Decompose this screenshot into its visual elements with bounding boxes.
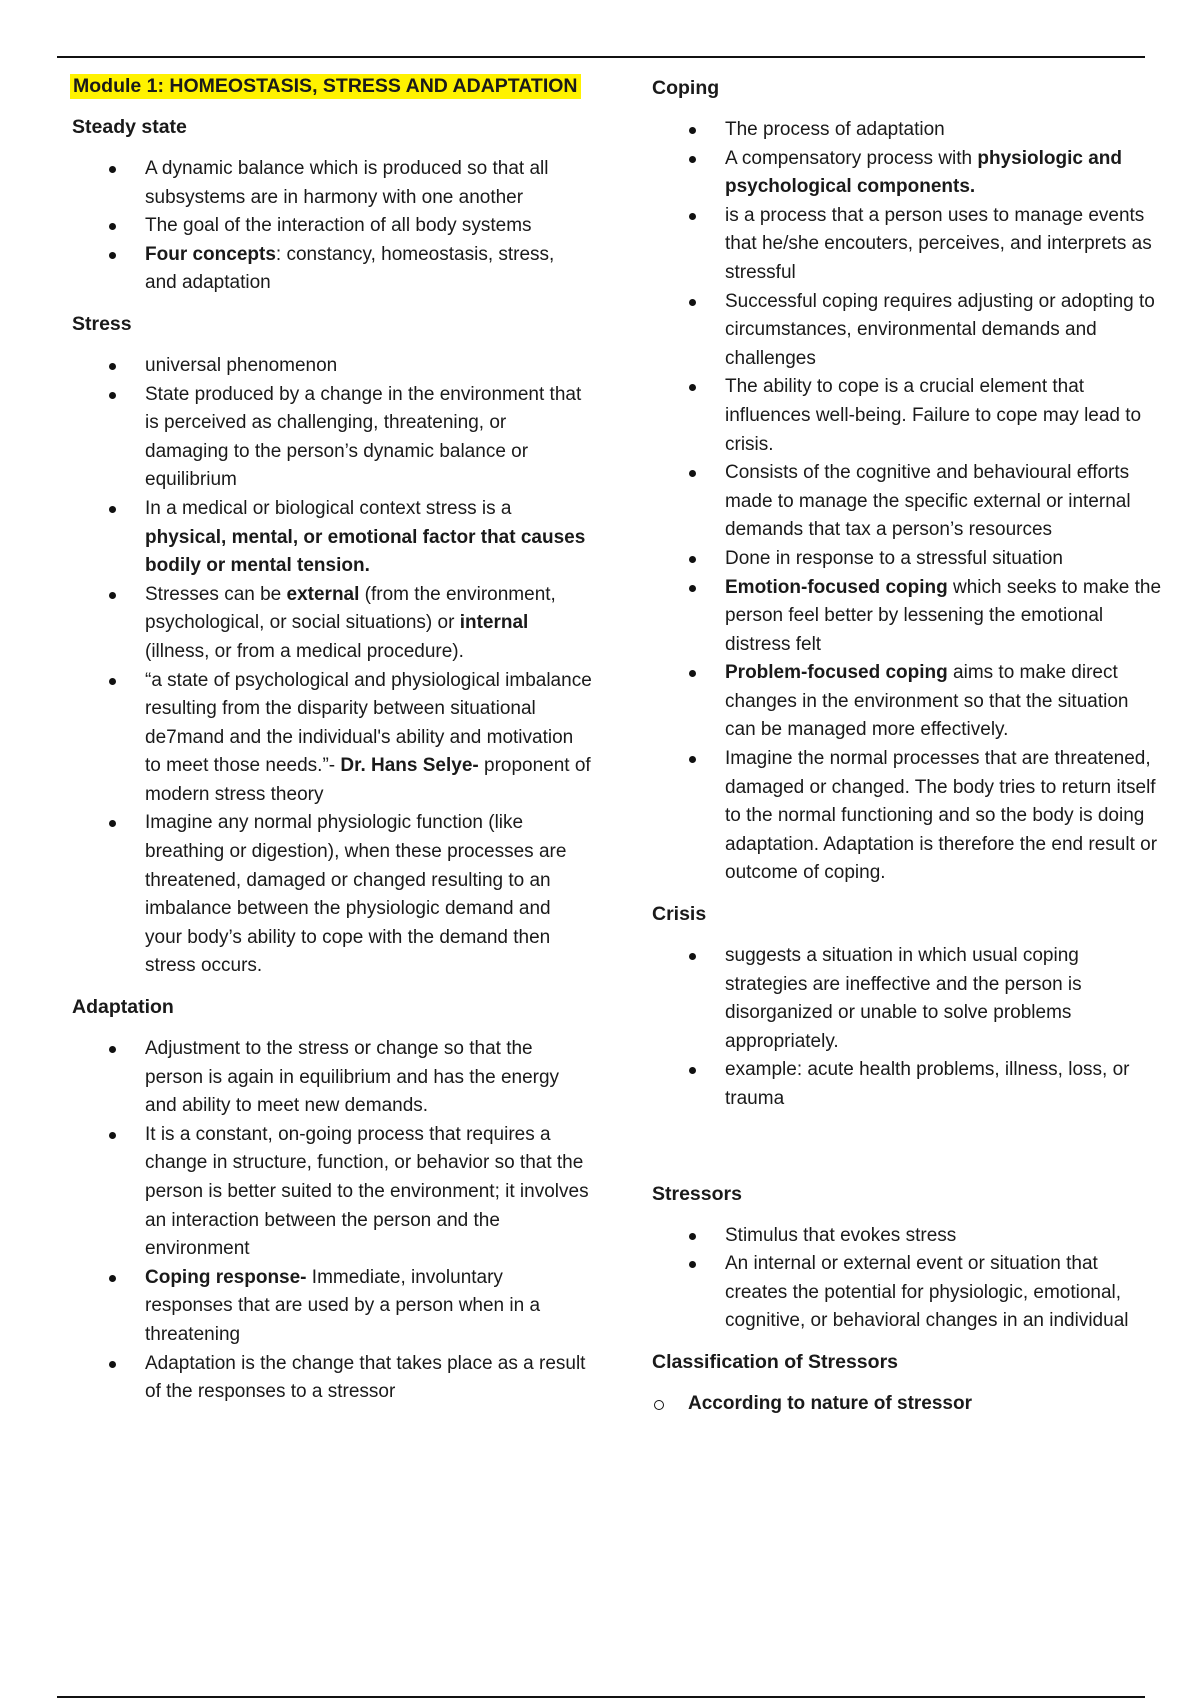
list-item: Imagine any normal physiologic function (like breathing or digestion), when these processes are threatened, damaged or changed resulting to an imbalance between the physiologic demand and your body’s ability to cope with the demand then stress occurs. xyxy=(72,809,592,981)
heading-classification: Classification of Stressors xyxy=(652,1350,898,1373)
list-item: Problem-focused coping aims to make direct changes in the environment so that the situation can be managed more effectively. xyxy=(652,659,1162,745)
coping-list xyxy=(652,116,1162,888)
list-item: is a process that a person uses to manage events that he/she encouters, perceives, and interprets as stressful xyxy=(652,202,1162,288)
bullet-icon xyxy=(689,127,696,134)
list-item: Stimulus that evokes stress xyxy=(652,1222,1162,1251)
bullet-icon xyxy=(689,213,696,220)
list-item: “a state of psychological and physiological imbalance resulting from the disparity between situational de7mand and the individual's ability and motivation to meet those needs.”- Dr. Hans Selye- proponent of modern stress theory xyxy=(72,667,592,810)
list-item: Adjustment to the stress or change so that the person is again in equilibrium and has the energy and ability to meet new demands. xyxy=(72,1035,592,1121)
bullet-icon xyxy=(109,506,116,513)
bullet-icon xyxy=(109,820,116,827)
bullet-icon xyxy=(689,1261,696,1268)
bullet-icon xyxy=(689,470,696,477)
adaptation-list xyxy=(72,1035,592,1407)
bullet-icon xyxy=(109,592,116,599)
bullet-icon xyxy=(109,363,116,370)
heading-coping: Coping xyxy=(652,77,720,99)
classification-list xyxy=(652,1390,1162,1419)
bullet-icon xyxy=(109,1046,116,1053)
bullet-icon xyxy=(689,1233,696,1240)
list-item: According to nature of stressor xyxy=(652,1390,1162,1419)
bullet-icon xyxy=(689,556,696,563)
list-item: Done in response to a stressful situation xyxy=(652,545,1162,574)
list-item: The goal of the interaction of all body systems xyxy=(72,212,587,241)
list-item: Imagine the normal processes that are threatened, damaged or changed. The body tries to return itself to the normal functioning and so the body is doing adaptation. Adaptation is therefore the end result or outcome of coping. xyxy=(652,745,1162,888)
bullet-icon xyxy=(109,678,116,685)
bullet-icon xyxy=(689,156,696,163)
steady-state-list xyxy=(72,155,587,298)
bullet-icon xyxy=(109,392,116,399)
list-item: Emotion-focused coping which seeks to make the person feel better by lessening the emotional distress felt xyxy=(652,574,1162,660)
bullet-icon xyxy=(689,1067,696,1074)
heading-stressors: Stressors xyxy=(652,1182,742,1205)
list-item: The ability to cope is a crucial element that influences well-being. Failure to cope may lead to crisis. xyxy=(652,373,1162,459)
top-rule xyxy=(57,56,1145,58)
list-item: Coping response- Immediate, involuntary responses that are used by a person when in a threatening xyxy=(72,1264,592,1350)
bullet-icon xyxy=(689,585,696,592)
bullet-icon xyxy=(689,384,696,391)
list-item: The process of adaptation xyxy=(652,116,1162,145)
list-item: Stresses can be external (from the environment, psychological, or social situations) or internal (illness, or from a medical procedure). xyxy=(72,581,592,667)
list-item: In a medical or biological context stress is a physical, mental, or emotional factor that causes bodily or mental tension. xyxy=(72,495,592,581)
list-item: A compensatory process with physiologic and psychological components. xyxy=(652,145,1162,202)
bullet-icon xyxy=(109,223,116,230)
list-item: State produced by a change in the environment that is perceived as challenging, threatening, or damaging to the person’s dynamic balance or equilibrium xyxy=(72,381,592,495)
list-item: example: acute health problems, illness, loss, or trauma xyxy=(652,1056,1162,1113)
stress-list xyxy=(72,352,592,981)
bottom-rule xyxy=(57,1696,1145,1698)
list-item: suggests a situation in which usual coping strategies are ineffective and the person is disorganized or unable to solve problems appropriately. xyxy=(652,942,1162,1056)
list-item: Four concepts: constancy, homeostasis, stress, and adaptation xyxy=(72,241,587,298)
list-item: Adaptation is the change that takes place as a result of the responses to a stressor xyxy=(72,1350,592,1407)
crisis-list xyxy=(652,942,1162,1114)
bullet-icon xyxy=(689,756,696,763)
bullet-icon xyxy=(689,953,696,960)
list-item: It is a constant, on-going process that requires a change in structure, function, or behavior so that the person is better suited to the environment; it involves an interaction between the person and the environment xyxy=(72,1121,592,1264)
left-column xyxy=(72,70,592,1407)
bullet-icon xyxy=(109,1275,116,1282)
bullet-icon xyxy=(109,166,116,173)
heading-stress: Stress xyxy=(72,312,132,335)
heading-crisis: Crisis xyxy=(652,903,707,926)
list-item: A dynamic balance which is produced so that all subsystems are in harmony with one another xyxy=(72,155,587,212)
list-item: Consists of the cognitive and behavioural efforts made to manage the specific external or internal demands that tax a person’s resources xyxy=(652,459,1162,545)
bullet-icon xyxy=(109,252,116,259)
circle-bullet-icon xyxy=(654,1400,664,1410)
module-title: Module 1: HOMEOSTASIS, STRESS AND ADAPTATION xyxy=(70,74,581,99)
bullet-icon xyxy=(109,1132,116,1139)
list-item: Successful coping requires adjusting or adopting to circumstances, environmental demands and challenges xyxy=(652,288,1162,374)
bullet-icon xyxy=(689,299,696,306)
heading-adaptation: Adaptation xyxy=(72,996,174,1019)
list-item: universal phenomenon xyxy=(72,352,592,381)
list-item: An internal or external event or situation that creates the potential for physiologic, emotional, cognitive, or behavioral changes in an individual xyxy=(652,1250,1162,1336)
bullet-icon xyxy=(689,670,696,677)
stressors-list xyxy=(652,1222,1162,1336)
heading-steady-state: Steady state xyxy=(72,116,187,138)
bullet-icon xyxy=(109,1361,116,1368)
right-column xyxy=(652,70,1162,1419)
